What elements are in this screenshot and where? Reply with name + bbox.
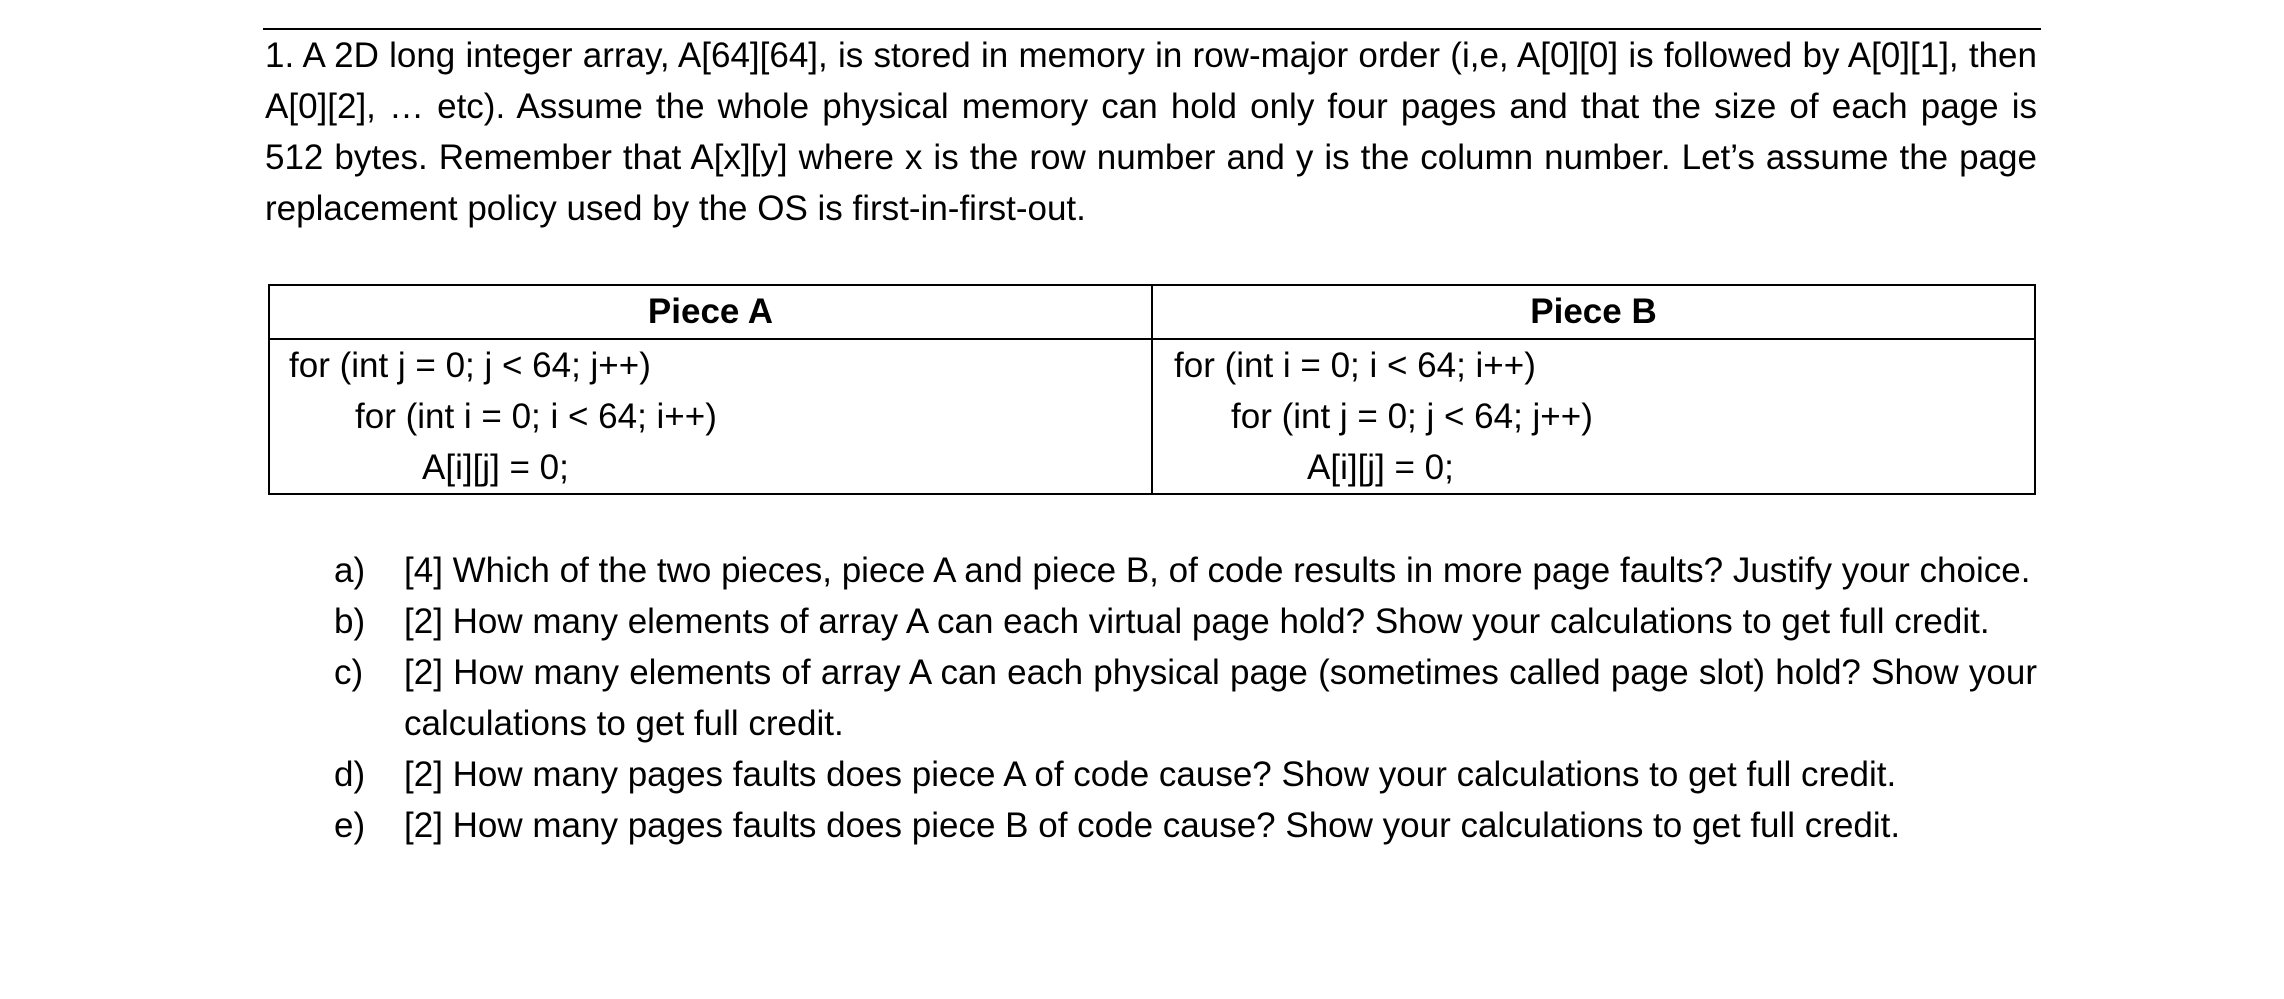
question-intro: 1. A 2D long integer array, A[64][64], is stored in memory in row-major order (i,e, A[0][0] is followed by A[0][1], then A[0][2], … etc). Assume the whole physical memory can hold only four pages and that the size of each page is 512 bytes. Remember that A[x][y] where x is the row number and y is the column number. Let’s assume the page replacement policy used by the OS is first-in-first-out. <box>265 36 2037 228</box>
piece-a-assignment: A[i][j] = 0; <box>422 448 569 487</box>
sub-question-text: [2] How many elements of array A can each physical page (sometimes called page slot) hold? Show your calculations to get full credit. <box>404 653 2037 743</box>
sub-question-marker: b) <box>334 602 366 641</box>
sub-question-c <box>334 647 2037 749</box>
piece-a-outer-loop: for (int j = 0; j < 64; j++) <box>289 346 651 385</box>
sub-question-text: [2] How many elements of array A can each virtual page hold? Show your calculations to get full credit. <box>404 602 1990 641</box>
sub-question-a <box>334 545 2037 596</box>
sub-question-marker: a) <box>334 551 366 590</box>
piece-b-outer-loop: for (int i = 0; i < 64; i++) <box>1174 346 1536 385</box>
sub-question-b <box>334 596 2037 647</box>
sub-question-list <box>334 545 2037 851</box>
table-header-row <box>269 285 2035 339</box>
sub-question-marker: e) <box>334 806 366 845</box>
header-piece-a: Piece A <box>269 285 1152 339</box>
piece-a-inner-loop: for (int i = 0; i < 64; i++) <box>355 397 717 436</box>
sub-question-marker: d) <box>334 755 366 794</box>
sub-question-text: [2] How many pages faults does piece B of code cause? Show your calculations to get full credit. <box>404 806 1901 845</box>
code-comparison-table <box>268 284 2036 495</box>
piece-b-assignment: A[i][j] = 0; <box>1307 448 1454 487</box>
sub-question-e <box>334 800 2037 851</box>
sub-question-text: [2] How many pages faults does piece A of code cause? Show your calculations to get full credit. <box>404 755 1897 794</box>
header-piece-b: Piece B <box>1152 285 2035 339</box>
sub-question-d <box>334 749 2037 800</box>
piece-a-code <box>269 339 1152 494</box>
sub-question-marker: c) <box>334 653 364 692</box>
code-row <box>269 339 2035 494</box>
piece-b-inner-loop: for (int j = 0; j < 64; j++) <box>1231 397 1593 436</box>
sub-question-text: [4] Which of the two pieces, piece A and piece B, of code results in more page faults? Justify your choice. <box>404 551 2031 590</box>
piece-b-code <box>1152 339 2035 494</box>
